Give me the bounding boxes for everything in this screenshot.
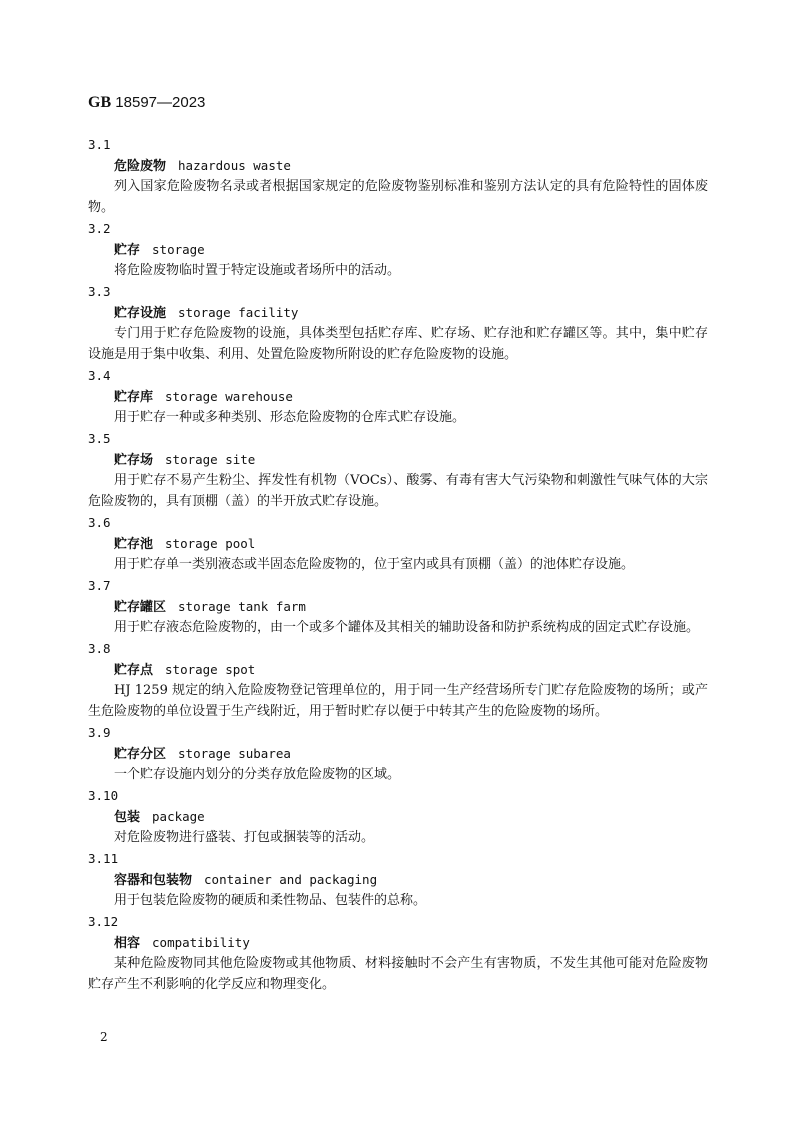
clause-number: 3.5 — [88, 431, 111, 446]
clause-number: 3.3 — [88, 284, 111, 299]
term-chinese: 相容 — [114, 936, 141, 951]
term-definition: 用于贮存单一类别液态或半固态危险废物的，位于室内或具有顶棚（盖）的池体贮存设施。 — [114, 557, 635, 572]
term-english: storage — [152, 242, 205, 257]
clause-number: 3.4 — [88, 368, 111, 383]
term-english: storage spot — [165, 662, 256, 677]
term-definition: 将危险废物临时置于特定设施或者场所中的活动。 — [114, 263, 401, 278]
definition-entry — [88, 848, 708, 911]
term-line — [88, 596, 708, 617]
term-english: storage warehouse — [165, 389, 293, 404]
term-english: package — [152, 809, 205, 824]
term-chinese: 贮存库 — [114, 390, 154, 405]
term-line — [88, 449, 708, 470]
term-line — [88, 155, 708, 176]
clause-number: 3.1 — [88, 137, 111, 152]
term-english: storage site — [165, 452, 256, 467]
clause-number: 3.11 — [88, 851, 119, 866]
term-chinese: 贮存点 — [114, 663, 154, 678]
definitions-list — [88, 134, 708, 995]
term-definition: 列入国家危险废物名录或者根据国家规定的危险废物鉴别标准和鉴别方法认定的具有危险特性的固体废物。 — [88, 179, 708, 215]
definition-entry — [88, 722, 708, 785]
term-english: storage tank farm — [178, 599, 306, 614]
term-chinese: 容器和包装物 — [114, 873, 193, 888]
term-english: storage facility — [178, 305, 299, 320]
term-definition: 用于贮存一种或多种类别、形态危险废物的仓库式贮存设施。 — [114, 410, 466, 425]
clause-number: 3.10 — [88, 788, 119, 803]
term-definition: 专门用于贮存危险废物的设施，具体类型包括贮存库、贮存场、贮存池和贮存罐区等。其中，集中贮存设施是用于集中收集、利用、处置危险废物所附设的贮存危险废物的设施。 — [88, 326, 708, 362]
term-english: storage subarea — [178, 746, 291, 761]
page-number: 2 — [100, 1030, 108, 1044]
term-line — [88, 533, 708, 554]
term-line — [88, 932, 708, 953]
term-line — [88, 239, 708, 260]
clause-number: 3.6 — [88, 515, 111, 530]
term-chinese: 贮存设施 — [114, 306, 167, 321]
term-definition: 对危险废物进行盛装、打包或捆装等的活动。 — [114, 830, 375, 845]
term-chinese: 贮存分区 — [114, 747, 167, 762]
clause-number: 3.9 — [88, 725, 111, 740]
term-definition: 用于贮存液态危险废物的，由一个或多个罐体及其相关的辅助设备和防护系统构成的固定式贮存设施。 — [114, 620, 700, 635]
definition-entry — [88, 575, 708, 638]
term-chinese: 贮存 — [114, 243, 141, 258]
definition-entry — [88, 638, 708, 722]
term-definition: 某种危险废物同其他危险废物或其他物质、材料接触时不会产生有害物质，不发生其他可能对危险废物贮存产生不利影响的化学反应和物理变化。 — [88, 956, 708, 992]
term-line — [88, 659, 708, 680]
term-chinese: 贮存池 — [114, 537, 154, 552]
term-english: container and packaging — [204, 872, 378, 887]
standard-prefix: GB — [88, 94, 112, 111]
clause-number: 3.8 — [88, 641, 111, 656]
definition-entry — [88, 911, 708, 995]
clause-number: 3.2 — [88, 221, 111, 236]
term-definition: 用于包装危险废物的硬质和柔性物品、包装件的总称。 — [114, 893, 427, 908]
term-line — [88, 869, 708, 890]
definition-entry — [88, 512, 708, 575]
term-chinese: 危险废物 — [114, 159, 167, 174]
term-line — [88, 743, 708, 764]
term-english: hazardous waste — [178, 158, 291, 173]
term-definition: HJ 1259 规定的纳入危险废物登记管理单位的，用于同一生产经营场所专门贮存危险废物的场所；或产生危险废物的单位设置于生产线附近，用于暂时贮存以便于中转其产生的危险废物的场所。 — [88, 683, 708, 719]
standard-code-header — [88, 94, 205, 112]
term-english: storage pool — [165, 536, 256, 551]
term-line — [88, 806, 708, 827]
clause-number: 3.12 — [88, 914, 119, 929]
definition-entry — [88, 365, 708, 428]
term-chinese: 贮存场 — [114, 453, 154, 468]
standard-number: 18597—2023 — [111, 94, 206, 111]
term-english: compatibility — [152, 935, 250, 950]
definition-entry — [88, 134, 708, 218]
term-definition: 用于贮存不易产生粉尘、挥发性有机物（VOCs）、酸雾、有毒有害大气污染物和刺激性气味气体的大宗危险废物的，具有顶棚（盖）的半开放式贮存设施。 — [88, 473, 708, 509]
term-chinese: 贮存罐区 — [114, 600, 167, 615]
term-line — [88, 302, 708, 323]
definition-entry — [88, 281, 708, 365]
definition-entry — [88, 428, 708, 512]
term-line — [88, 386, 708, 407]
term-definition: 一个贮存设施内划分的分类存放危险废物的区域。 — [114, 767, 401, 782]
term-chinese: 包装 — [114, 810, 141, 825]
definition-entry — [88, 785, 708, 848]
clause-number: 3.7 — [88, 578, 111, 593]
definition-entry — [88, 218, 708, 281]
